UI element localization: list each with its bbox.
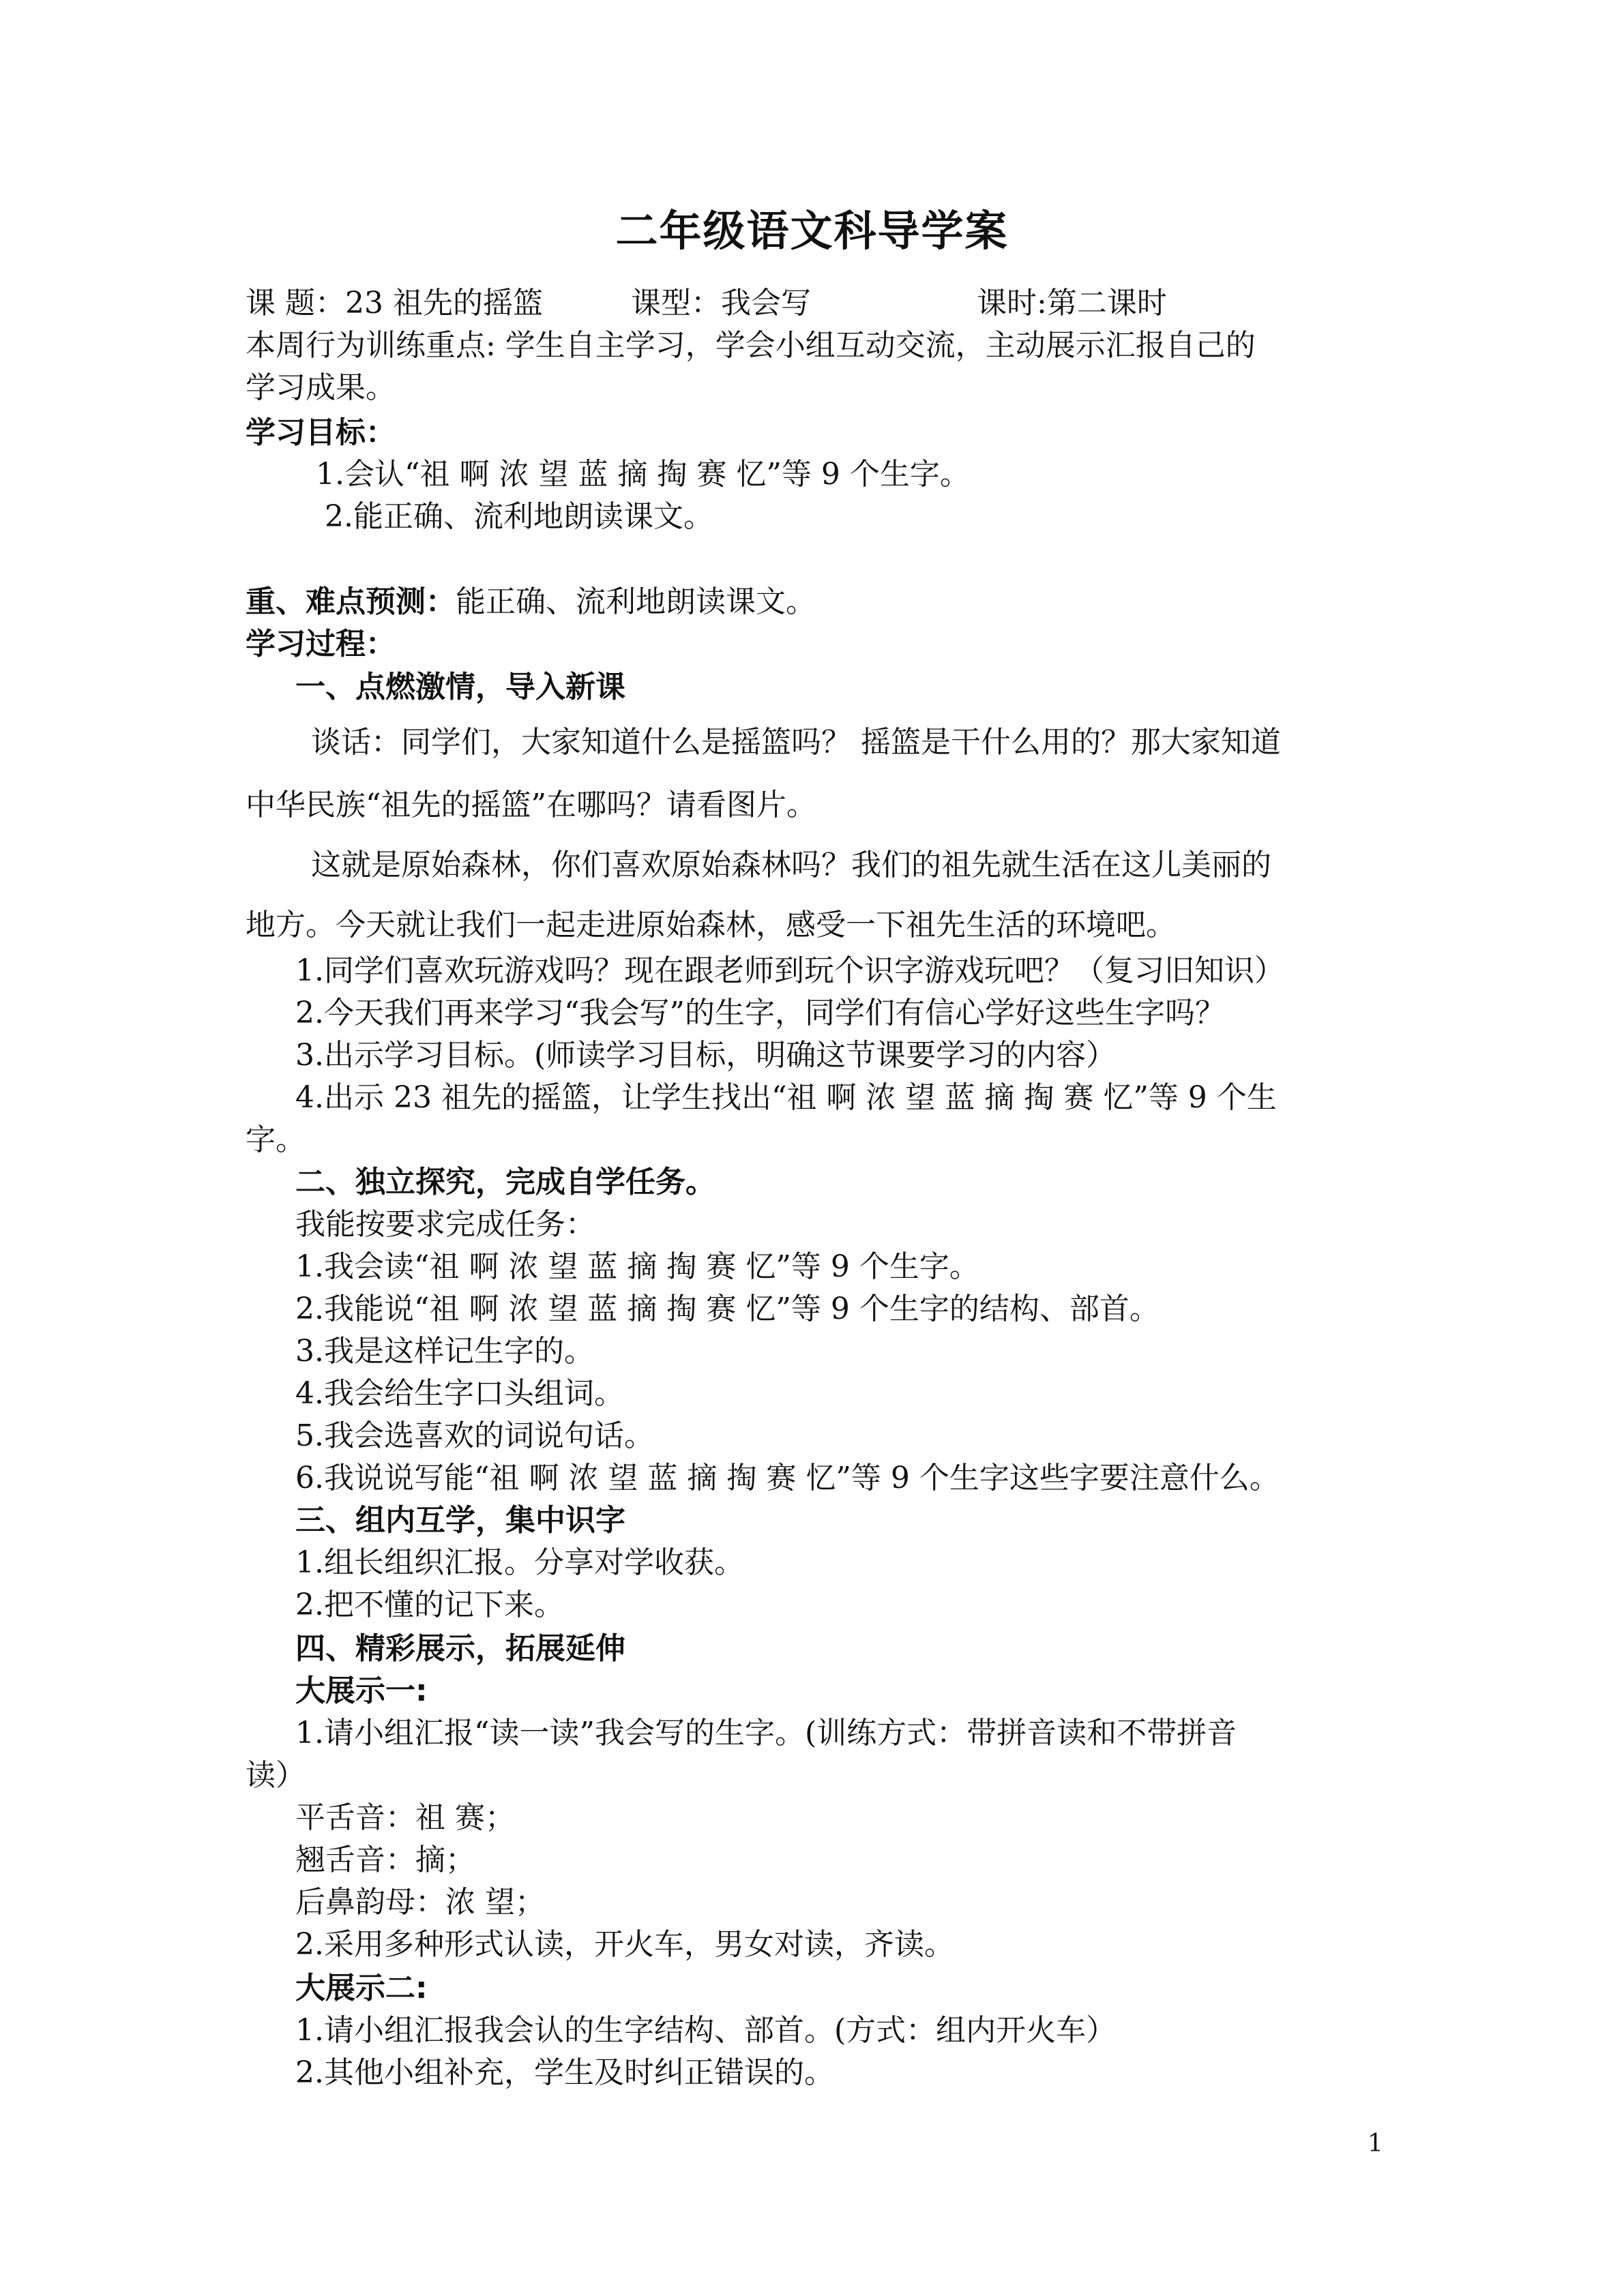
show1-line-2: 读） xyxy=(246,1758,306,1793)
weekly-focus-line-2: 学习成果。 xyxy=(246,370,396,405)
show1-line-4: 翘舌音：摘； xyxy=(295,1843,475,1877)
section2-item-3: 3.我是这样记生字的。 xyxy=(295,1334,594,1369)
section2-item-5: 5.我会选喜欢的词说句话。 xyxy=(295,1418,654,1453)
section1-item-1: 1.同学们喜欢玩游戏吗？现在跟老师到玩个识字游戏玩吧？（复习旧知识） xyxy=(295,953,1284,988)
section1-item-3: 3.出示学习目标。(师读学习目标，明确这节课要学习的内容） xyxy=(295,1038,1117,1073)
section1-talk-line-2: 中华民族“祖先的摇篮”在哪吗？请看图片。 xyxy=(246,788,816,822)
section1-item-4: 4.出示 23 祖先的摇篮，让学生找出“祖 啊 浓 望 蓝 摘 掏 赛 忆”等 9 个生 xyxy=(295,1080,1277,1115)
header-topic: 课 题：23 祖先的摇篮 xyxy=(246,286,543,320)
show2-heading: 大展示二: xyxy=(295,1971,428,2006)
section4-heading: 四、精彩展示，拓展延伸 xyxy=(295,1631,625,1666)
key-points-label: 重、难点预测： xyxy=(246,584,456,619)
page-title: 二年级语文科导学案 xyxy=(615,206,1009,256)
header-lesson-type: 课型：我会写 xyxy=(631,286,811,320)
weekly-focus-line-1: 本周行为训练重点: 学生自主学习，学会小组互动交流，主动展示汇报自己的 xyxy=(246,328,1256,363)
section2-heading: 二、独立探究，完成自学任务。 xyxy=(295,1165,715,1199)
section1-heading: 一、点燃激情，导入新课 xyxy=(295,670,625,704)
section1-talk-line-3: 这就是原始森林，你们喜欢原始森林吗？我们的祖先就生活在这儿美丽的 xyxy=(311,848,1271,882)
show1-line-6: 2.采用多种形式认读，开火车，男女对读，齐读。 xyxy=(295,1927,954,1962)
section1-talk-line-4: 地方。今天就让我们一起走进原始森林，感受一下祖先生活的环境吧。 xyxy=(246,908,1176,942)
section2-intro: 我能按要求完成任务： xyxy=(295,1207,595,1242)
show2-line-1: 1.请小组汇报我会认的生字结构、部首。(方式：组内开火车） xyxy=(295,2013,1117,2048)
section3-item-1: 1.组长组织汇报。分享对学收获。 xyxy=(295,1545,744,1580)
show1-line-5: 后鼻韵母：浓 望； xyxy=(295,1885,545,1920)
objectives-heading: 学习目标： xyxy=(246,415,396,450)
objective-item-2: 2.能正确、流利地朗读课文。 xyxy=(325,499,713,534)
show2-line-2: 2.其他小组补充，学生及时纠正错误的。 xyxy=(295,2055,834,2090)
section2-item-6: 6.我说说写能“祖 啊 浓 望 蓝 摘 掏 赛 忆”等 9 个生字这些字要注意什么。 xyxy=(295,1461,1280,1495)
show1-heading: 大展示一: xyxy=(295,1673,428,1708)
section3-heading: 三、组内互学，集中识字 xyxy=(295,1503,625,1538)
key-points xyxy=(246,581,816,623)
section2-item-2: 2.我能说“祖 啊 浓 望 蓝 摘 掏 赛 忆”等 9 个生字的结构、部首。 xyxy=(295,1292,1160,1326)
section2-item-1: 1.我会读“祖 啊 浓 望 蓝 摘 掏 赛 忆”等 9 个生字。 xyxy=(295,1249,979,1284)
page-number: 1 xyxy=(1368,2130,1383,2158)
section1-item-2: 2.今天我们再来学习“我会写”的生字，同学们有信心学好这些生字吗？ xyxy=(295,996,1225,1030)
show1-line-1: 1.请小组汇报“读一读”我会写的生字。(训练方式：带拼音读和不带拼音 xyxy=(295,1716,1237,1750)
section1-item-4-cont: 字。 xyxy=(246,1122,306,1157)
section3-item-2: 2.把不懂的记下来。 xyxy=(295,1587,564,1622)
section2-item-4: 4.我会给生字口头组词。 xyxy=(295,1376,624,1411)
key-points-text: 能正确、流利地朗读课文。 xyxy=(456,584,816,619)
objective-item-1: 1.会认“祖 啊 浓 望 蓝 摘 掏 赛 忆”等 9 个生字。 xyxy=(316,457,970,492)
header-period: 课时:第二课时 xyxy=(977,286,1167,320)
section1-talk-line-1: 谈话：同学们，大家知道什么是摇篮吗？ 摇篮是干什么用的？那大家知道 xyxy=(311,725,1281,760)
process-heading: 学习过程： xyxy=(246,627,396,661)
show1-line-3: 平舌音：祖 赛； xyxy=(295,1800,515,1835)
